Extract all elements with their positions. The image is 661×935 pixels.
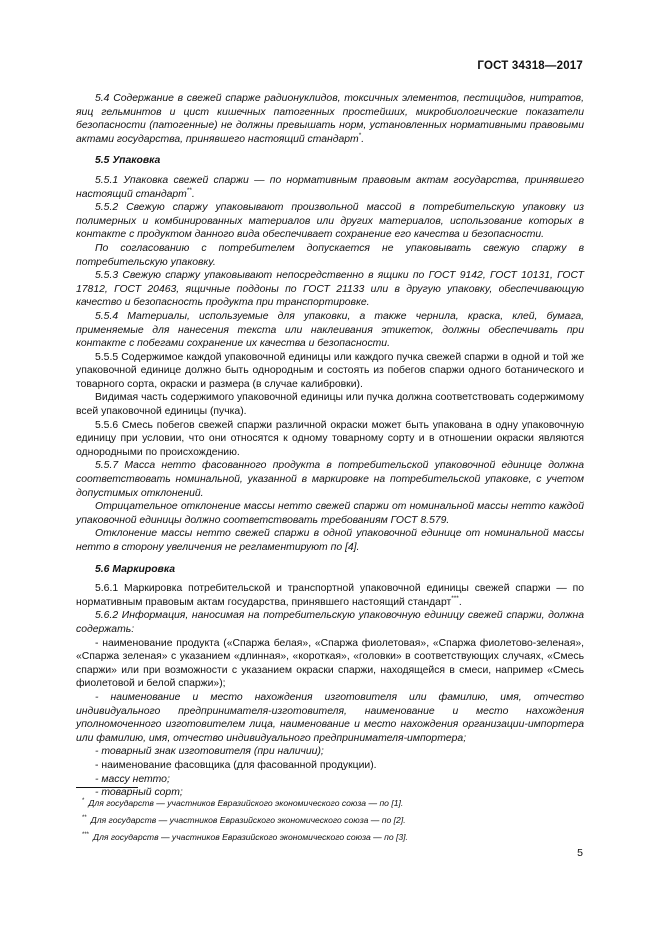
footnote-mark: *** [82,832,90,838]
paragraph-end: . [191,188,195,200]
list-item-trademark: - товарный знак изготовителя (при наличии); [95,746,324,758]
paragraph-5-5-6: 5.5.6 Смесь побегов свежей спаржи различной окраски может быть упакована в одну упаковочную единицу при условии, что они относятся к одному товарному сорту и в отношении окраски являются однородными по происхождению. [76,419,584,458]
paragraph-5-6-1 [76,582,584,609]
footnote-ref: * [358,131,362,139]
paragraph-5-5-5: 5.5.5 Содержимое каждой упаковочной единицы или каждого пучка свежей спаржи в одной и той же упаковочной единице должно быть однородным и состоять из побегов спаржи одного ботанического и товарного сорта, окраски и размера (в случае калибровки). [76,351,584,390]
paragraph-text: 5.6.1 Маркировка потребительской и транспортной упаковочной единицы свежей спаржи — по нормативным правовым актам государства, принявшего настоящий стандарт [76,583,584,608]
paragraph-5-5-7-b: Отрицательное отклонение массы нетто свежей спаржи от номинальной массы нетто каждой упаковочной единицы должно соответствовать требованиям ГОСТ 8.579. [76,501,584,526]
paragraph-5-5-3: 5.5.3 Свежую спаржу упаковывают непосредственно в ящики по ГОСТ 9142, ГОСТ 10131, ГОСТ 17812, ГОСТ 20463, ящичные поддоны по ГОСТ 21133 или в другую упаковку, обеспечивающую качество и безопасность продукта при транспортировке. [76,270,584,309]
paragraph-5-5-4: 5.5.4 Материалы, используемые для упаковки, а также чернила, краска, клей, бумага, применяемые для нанесения текста или наклеивания этикеток, должны обеспечивать при контакте с побегами сохранение их качества и безопасности. [76,310,584,350]
page-number: 5 [577,847,583,859]
footnote-text: Для государств — участников Евразийского экономического союза — по [3]. [93,832,408,842]
paragraph-5-5-2: 5.5.2 Свежую спаржу упаковывают произвольной массой в потребительскую упаковку из полимерных и комбинированных материалов или других материалов, использование которых в контакте с продуктом данного вида обеспечивает сохранение его качества и безопасности. [76,202,584,241]
paragraph-text: 5.4 Содержание в свежей спарже радионуклидов, токсичных элементов, пестицидов, нитратов, яиц гельминтов и цист кишечных патогенных простейших, микробиологические показатели безопасности (патогенные) не должны превышать норм, установленных нормативными правовыми актами государства, принявшего настоящий стандарт [76,93,584,145]
paragraph-5-6-2: 5.6.2 Информация, наносимая на потребительскую упаковочную единицу свежей спаржи, должна содержать: [76,610,584,635]
footnote-divider [76,787,138,788]
paragraph-5-5-1 [76,174,584,201]
paragraph-5-4 [76,92,584,146]
footnote-ref: ** [186,186,192,194]
list-item-manufacturer: - наименование и место нахождения изготовителя или фамилию, имя, отчество индивидуального предпринимателя-изготовителя, наименование и место нахождения уполномоченного изготовителем лица, наименование и место нахождения организации-импортера или фамилию, имя, отчество индивидуального предпринимателя-импортера; [76,691,584,744]
footnote-1 [76,797,576,810]
paragraph-5-5-2-b: По согласованию с потребителем допускается не упаковывать свежую спаржу в потребительскую упаковку. [76,242,584,268]
section-heading-marking: 5.6 Маркировка [95,563,175,575]
list-item-grade: - товарный сорт; [95,787,183,799]
footnotes [76,797,576,848]
footnote-text: Для государств — участников Евразийского экономического союза — по [1]. [88,798,404,808]
paragraph-end: . [458,596,462,608]
footnote-3 [76,831,576,844]
paragraph-5-5-7-c: Отклонение массы нетто свежей спаржи в одной упаковочной единице от номинальной массы нетто в сторону увеличения не регламентируют по [4]. [76,528,584,553]
list-item-packer: - наименование фасовщика (для фасованной продукции). [95,759,377,771]
paragraph-5-5-5-b: Видимая часть содержимого упаковочной единицы или пучка должна соответствовать содержимому всей упаковочной единицы (пучка). [76,392,584,418]
paragraph-text: 5.5.1 Упаковка свежей спаржи — по нормативным правовым актам государства, принявшего настоящий стандарт [76,174,584,200]
list-item-net-mass: - массу нетто; [95,773,170,785]
footnote-text: Для государств — участников Евразийского экономического союза — по [2]. [90,815,406,825]
paragraph-end: . [361,133,365,145]
document-id: ГОСТ 34318—2017 [477,60,583,72]
footnote-mark: ** [82,815,87,821]
paragraph-5-5-7: 5.5.7 Масса нетто фасованного продукта в потребительской упаковочной единице должна соответствовать номинальной, указанной в маркировке на потребительской упаковке, с учетом допустимых отклонений. [76,460,584,499]
list-item-product-name: - наименование продукта («Спаржа белая», «Спаржа фиолетовая», «Спаржа фиолетово-зеленая», «Спаржа зеленая» с указанием «длинная», «короткая», «головки» в соответствующих случаях, «Смесь спаржи» или при возможности с указанием окраски спаржи, находящейся в смеси, например «Смесь фиолетовой и белой спаржи»); [76,637,584,690]
section-heading-packaging: 5.5 Упаковка [95,155,161,167]
footnote-2 [76,814,576,827]
page-content [76,92,584,800]
footnote-ref: *** [451,594,459,602]
footnote-mark: * [82,798,85,804]
